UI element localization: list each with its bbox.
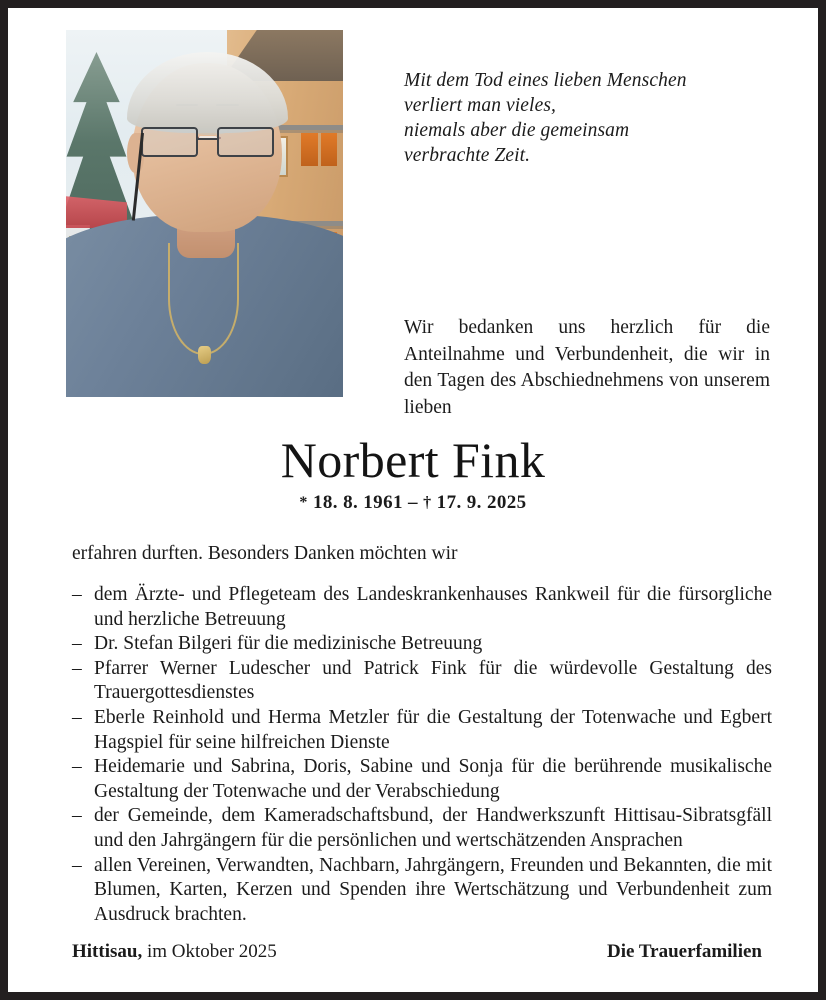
notice-inner xyxy=(8,8,818,992)
date-separator: – xyxy=(408,492,418,513)
photo-chalet-shutter-1 xyxy=(301,133,318,166)
birth-star-icon: * xyxy=(299,494,308,511)
glasses-icon xyxy=(141,127,274,156)
list-item xyxy=(72,706,772,755)
deceased-dates xyxy=(8,492,818,514)
birth-date: 18. 8. 1961 xyxy=(312,492,403,513)
list-marker: – xyxy=(72,756,82,778)
list-marker: – xyxy=(72,584,82,605)
footer-date: im Oktober 2025 xyxy=(146,941,277,962)
footer xyxy=(72,941,762,963)
footer-place: Hittisau, xyxy=(72,941,143,962)
list-marker: – xyxy=(72,657,82,679)
photo-glasses-bridge xyxy=(198,138,217,140)
list-item-text: Dr. Stefan Bilgeri für die medizinische Betreuung xyxy=(94,633,483,655)
list-marker: – xyxy=(72,706,82,728)
epigraph-line-3: niemals aber die gemeinsam xyxy=(404,120,630,141)
list-item xyxy=(72,854,772,928)
photo-glasses-lens-left xyxy=(141,127,198,156)
deceased-name: Norbert Fink xyxy=(280,432,546,488)
portrait-photo xyxy=(66,30,343,397)
epigraph-line-4: verbrachte Zeit. xyxy=(404,145,531,166)
thanks-continuation: erfahren durften. Besonders Danken möchten wir xyxy=(72,543,458,564)
epigraph-line-1: Mit dem Tod eines lieben Menschen xyxy=(404,70,687,91)
list-item-text: Heidemarie und Sabrina, Doris, Sabine und Sonja für die berührende musikalische Gestaltung der Totenwache und der Verabschiedung xyxy=(94,756,772,802)
list-item-text: allen Vereinen, Verwandten, Nachbarn, Jahrgängern, Freunden und Bekannten, die mit Blumen, Karten, Kerzen und Spenden ihre Wertschätzung und Verbundenheit zum Ausdruck brachten. xyxy=(94,854,772,925)
photo-necklace-pendant xyxy=(198,346,212,364)
photo-glasses-lens-right xyxy=(217,127,274,156)
list-item xyxy=(72,755,772,804)
list-item-text: Eberle Reinhold und Herma Metzler für die Gestaltung der Totenwache und Egbert Hagspiel für seine hilfreichen Dienste xyxy=(94,706,772,753)
footer-place-date xyxy=(72,941,277,963)
list-item xyxy=(72,632,772,657)
list-item xyxy=(72,657,772,706)
list-marker: – xyxy=(72,633,82,655)
list-marker: – xyxy=(72,854,82,876)
list-marker: – xyxy=(72,805,82,827)
thanks-list xyxy=(72,583,772,927)
list-item-text: der Gemeinde, dem Kameradschaftsbund, der Handwerkszunft Hittisau-Sibratsgfäll und den Jahrgängern für die persönlichen und wertschätzenden Ansprachen xyxy=(94,805,772,851)
epigraph xyxy=(404,68,774,168)
deceased-name-block xyxy=(8,432,818,514)
list-item xyxy=(72,804,772,853)
list-item-text: Pfarrer Werner Ludescher und Patrick Fink für die würdevolle Gestaltung des Trauergottesdienstes xyxy=(94,657,772,704)
photo-canvas xyxy=(66,30,343,397)
epigraph-line-2: verliert man vieles, xyxy=(404,95,556,116)
list-item-text: dem Ärzte- und Pflegeteam des Landeskrankenhauses Rankweil für die fürsorgliche und herzliche Betreuung xyxy=(94,584,772,630)
death-cross-icon: † xyxy=(423,494,432,511)
thanks-intro-paragraph: Wir bedanken uns herzlich für die Anteilnahme und Verbundenheit, die wir in den Tagen des Abschiednehmens von unserem lieben xyxy=(404,317,770,418)
photo-necklace-chain xyxy=(168,243,238,355)
list-item xyxy=(72,583,772,632)
photo-chalet-shutter-2 xyxy=(321,133,338,166)
footer-family: Die Trauerfamilien xyxy=(607,941,762,962)
death-date: 17. 9. 2025 xyxy=(436,492,527,513)
